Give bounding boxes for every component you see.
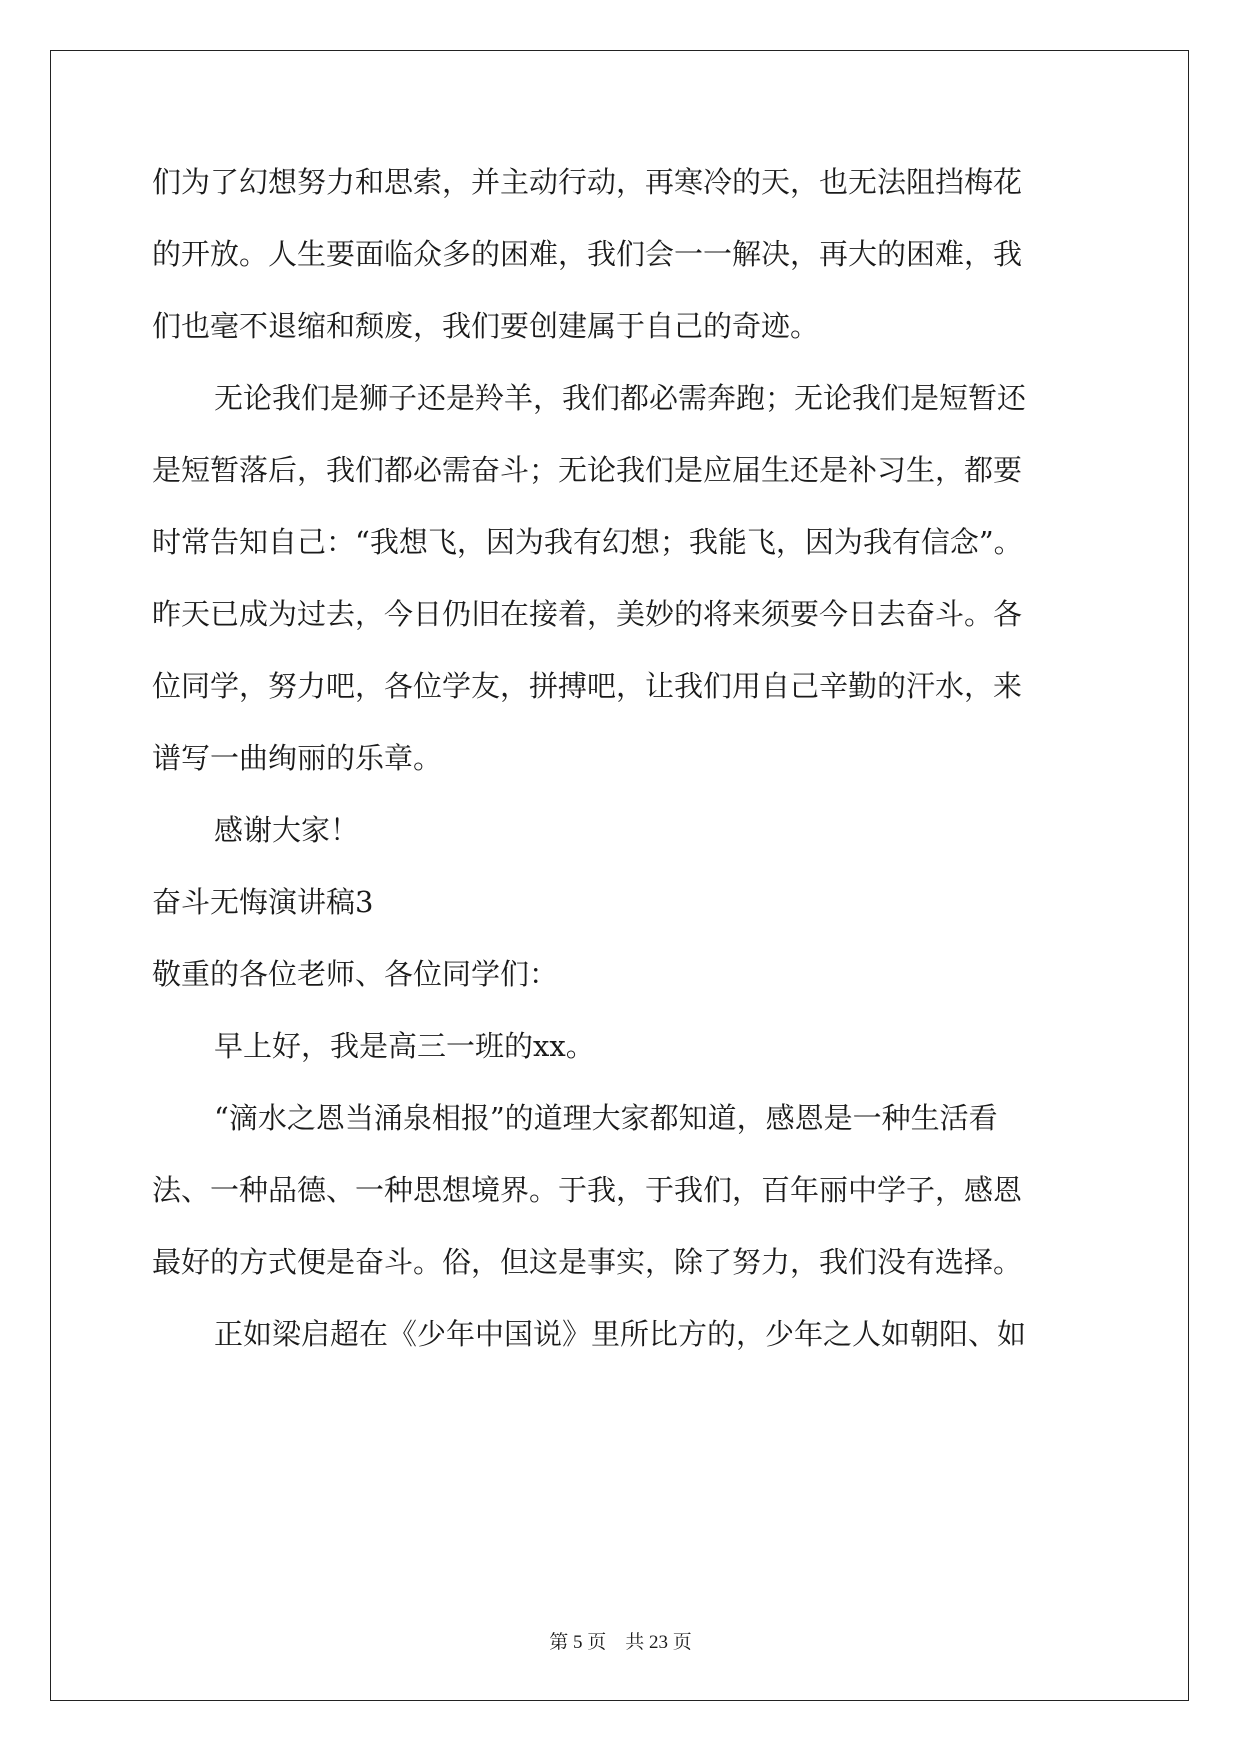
text-line: 位同学，努力吧，各位学友，拼搏吧，让我们用自己辛勤的汗水，来 [152,669,1023,703]
page-border [50,50,1189,1701]
text-line: 感谢大家！ [214,813,360,847]
text-line: 最好的方式便是奋斗。俗，但这是事实，除了努力，我们没有选择。 [152,1245,1023,1279]
text-line: 时常告知自己：“我想飞，因为我有幻想；我能飞，因为我有信念”。 [152,525,1023,559]
text-line: “滴水之恩当涌泉相报”的道理大家都知道，感恩是一种生活看 [214,1101,998,1135]
text-line: 正如梁启超在《少年中国说》里所比方的，少年之人如朝阳、如 [214,1317,1027,1351]
text-line: 们为了幻想努力和思索，并主动行动，再寒冷的天，也无法阻挡梅花 [152,165,1023,199]
section-title: 奋斗无悔演讲稿3 [152,885,374,919]
text-line: 的开放。人生要面临众多的困难，我们会一一解决，再大的困难，我 [152,237,1023,271]
page-number [0,1627,1241,1654]
salutation: 敬重的各位老师、各位同学们： [152,957,559,991]
text-line: 早上好，我是高三一班的xx。 [214,1029,595,1063]
text-line: 无论我们是狮子还是羚羊，我们都必需奔跑；无论我们是短暂还 [214,381,1027,415]
page-number-label: 第 5 页 共 23 页 [549,1632,692,1653]
text-line: 法、一种品德、一种思想境界。于我，于我们，百年丽中学子，感恩 [152,1173,1023,1207]
text-line: 们也毫不退缩和颓废，我们要创建属于自己的奇迹。 [152,309,820,343]
text-line: 昨天已成为过去，今日仍旧在接着，美妙的将来须要今日去奋斗。各 [152,597,1023,631]
text-line: 是短暂落后，我们都必需奋斗；无论我们是应届生还是补习生，都要 [152,453,1023,487]
text-line: 谱写一曲绚丽的乐章。 [152,741,443,775]
